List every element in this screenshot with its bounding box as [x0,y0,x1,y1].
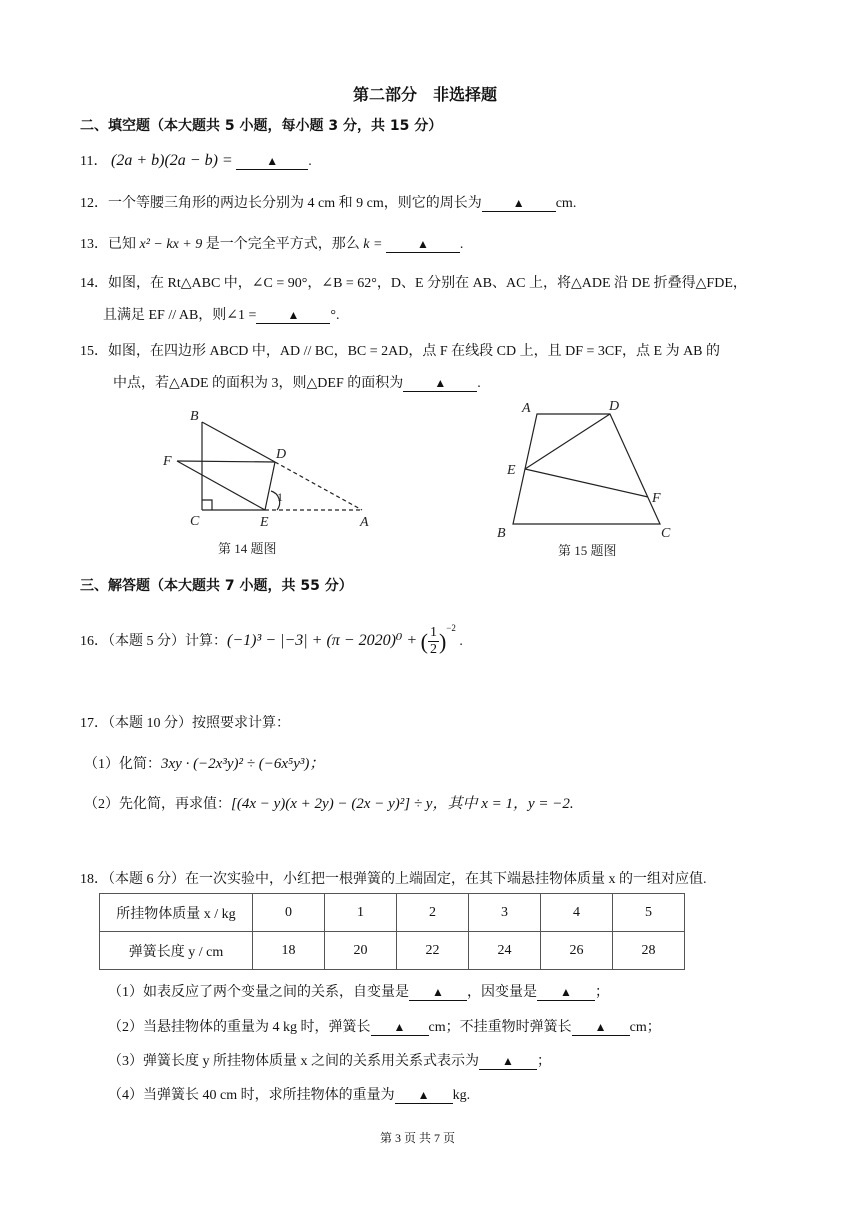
question-14 [80,272,747,292]
question-15-line2 [113,372,481,392]
fig14-dashed-da [275,462,362,510]
q11-number: 11． [80,154,108,169]
fig14-caption: 第 14 题图 [218,541,277,556]
table-cell: 18 [253,932,325,970]
table-cell: 2 [397,894,469,932]
fig14-label-f: F [163,454,172,469]
fig14-right-angle-mark [202,500,212,510]
q13-mid: 是一个完全平方式，那么 [205,237,360,252]
q18-s4-text: （4）当弹簧长 40 cm 时，求所挂物体的重量为 [108,1088,395,1103]
q18-s3-text: （3）弹簧长度 y 所挂物体质量 x 之间的关系用关系式表示为 [108,1054,479,1069]
q18-s1-blank-b[interactable] [537,984,595,1001]
blank-marker: ▲ [512,196,525,210]
blank-marker: ▲ [266,154,279,168]
fig15-segment-ef [525,469,648,497]
fig15-segment-ed [525,414,610,469]
section3-header: 三、解答题（本大题共 7 小题，共 55 分） [80,578,353,594]
q18-subquestion-2 [108,1016,661,1036]
q12-number: 12． [80,196,108,211]
q18-s4-text-b: kg. [452,1088,471,1103]
blank-marker: ▲ [432,985,444,999]
q15-line2-text: 中点，若△ADE 的面积为 3，则△DEF 的面积为 [113,376,404,391]
fig15-label-c: C [661,526,671,541]
fig15-label-b: B [497,526,506,541]
q13-answer-blank[interactable] [386,236,460,253]
question-17-part2 [84,792,574,813]
blank-marker: ▲ [417,1088,430,1102]
q18-text: （本题 6 分）在一次实验中，小红把一根弹簧的上端固定，在其下端悬挂物体质量 x 的一组对应值. [108,872,707,887]
q17-text: （本题 10 分）按照要求计算： [108,716,290,731]
q16-expression: (−1)³ − |−3| + (π − 2020)⁰ + [227,632,418,649]
fig15-label-a: A [522,401,531,416]
table-cell: 5 [613,894,685,932]
table-cell: 4 [541,894,613,932]
q12-text: 一个等腰三角形的两边长分别为 4 cm 和 9 cm，则它的周长为 [108,196,482,211]
q16-frac-bottom: 2 [429,642,437,658]
q15-line1: 如图，在四边形 ABCD 中，AD // BC，BC = 2AD，点 F 在线段 CD 上，且 DF = 3CF，点 E 为 AB 的 [108,344,721,359]
table-cell: 1 [325,894,397,932]
q13-pre: 已知 [108,237,136,252]
q18-s2-blank-b[interactable] [572,1019,630,1036]
fig15-quadrilateral [513,414,660,524]
q11-expression: (2a + b)(2a − b) = [110,152,233,169]
table-cell: 24 [469,932,541,970]
table-cell: 0 [253,894,325,932]
fig14-segment-fe [177,461,265,510]
q18-s2-text-c: cm； [629,1020,661,1035]
fig15-caption: 第 15 题图 [558,543,617,558]
question-17 [80,712,290,732]
q16-paren-left: ( [420,628,428,654]
table-cell: 26 [541,932,613,970]
question-12 [80,192,576,212]
q18-table [99,893,685,970]
fig15-label-f: F [652,491,661,506]
q17-number: 17． [80,716,108,731]
q18-s1-text: （1）如表反应了两个变量之间的关系，自变量是 [108,985,409,1000]
blank-marker: ▲ [502,1054,514,1068]
table-row [100,894,685,932]
q18-number: 18． [80,872,108,887]
q14-unit: °. [330,308,340,323]
q18-s3-text-b: ； [537,1054,551,1069]
fig14-label-e: E [260,515,269,530]
question-18 [80,868,707,888]
q14-line1: 如图，在 Rt△ABC 中，∠C = 90°，∠B = 62°，D、E 分别在 AB、AC 上，将△ADE 沿 DE 折叠得△FDE， [108,276,747,291]
q14-number: 14． [80,276,108,291]
q13-number: 13． [80,237,108,252]
table-row-header: 所挂物体质量 x / kg [100,894,253,932]
q16-fraction [428,625,439,658]
fig14-label-b: B [190,409,199,424]
blank-marker: ▲ [594,1020,607,1034]
blank-marker: ▲ [434,376,447,390]
blank-marker: ▲ [560,985,572,999]
q18-subquestion-1 [108,981,609,1001]
q13-end: . [459,237,464,252]
q12-unit: cm. [555,196,577,211]
question-15 [80,340,720,360]
question-11 [80,150,312,170]
table-row-header: 弹簧长度 y / cm [100,932,253,970]
blank-marker: ▲ [287,308,300,322]
q11-end: . [308,154,312,169]
q16-end: . [459,634,463,649]
q18-subquestion-4 [108,1084,470,1104]
q18-s2-blank-a[interactable] [371,1019,429,1036]
question-14-line2 [103,304,340,324]
table-cell: 3 [469,894,541,932]
q16-text: （本题 5 分）计算： [108,634,227,649]
question-17-part1 [84,752,324,773]
page-title: 第二部分 非选择题 [353,85,498,104]
blank-marker: ▲ [393,1020,406,1034]
q15-answer-blank[interactable] [403,375,477,392]
q17-p1-label: （1）化简： [84,757,161,772]
q15-end: . [477,376,481,391]
q18-s2-text-b: cm；不挂重物时弹簧长 [428,1020,572,1035]
fig14-segment-bd [202,422,275,462]
table-cell: 20 [325,932,397,970]
fig15-label-d: D [609,399,620,414]
fig14-segment-de [265,462,275,510]
q17-p2-label: （2）先化简，再求值： [84,797,231,812]
q17-p1-expression: 3xy · (−2x³y)² ÷ (−6x⁵y³)； [161,756,325,772]
table-cell: 22 [397,932,469,970]
q14-line2-text: 且满足 EF // AB，则∠1 = [103,308,257,323]
fig14-segment-fd [177,461,275,462]
q17-p2-expression: [(4x − y)(x + 2y) − (2x − y)²] ÷ y，其中 x = 1，y = −2. [231,796,574,812]
table-cell: 28 [613,932,685,970]
q14-answer-blank[interactable] [256,307,330,324]
q13-k: k = [363,237,383,252]
q18-s4-blank[interactable] [395,1087,453,1104]
question-13 [80,233,463,253]
q18-subquestion-3 [108,1050,551,1070]
figure-14 [150,400,390,565]
q18-s1-blank-a[interactable] [409,984,467,1001]
table-row [100,932,685,970]
page-footer: 第 3 页 共 7 页 [380,1131,456,1145]
q16-paren-right: ) [438,628,447,654]
fig14-label-c: C [190,514,200,529]
q16-exponent: −2 [446,623,456,634]
q18-s1-text-b: ，因变量是 [467,985,537,1000]
q16-frac-top: 1 [429,625,437,641]
question-16 [80,620,463,662]
fig14-label-d: D [276,447,287,462]
section2-header: 二、填空题（本大题共 5 小题，每小题 3 分，共 15 分） [80,118,443,134]
q18-s2-text: （2）当悬挂物体的重量为 4 kg 时，弹簧长 [108,1020,371,1035]
fig14-angle-label: 1 [277,490,283,504]
q18-s1-text-c: ； [595,985,609,1000]
figure-15 [490,395,690,565]
fig15-label-e: E [507,463,516,478]
fig14-label-a: A [360,515,369,530]
q12-answer-blank[interactable] [482,195,556,212]
q11-answer-blank[interactable] [236,153,308,170]
q15-number: 15． [80,344,108,359]
q16-number: 16． [80,634,108,649]
q13-expression: x² − kx + 9 [139,237,203,252]
blank-marker: ▲ [416,237,429,251]
q18-s3-blank[interactable] [479,1053,537,1070]
